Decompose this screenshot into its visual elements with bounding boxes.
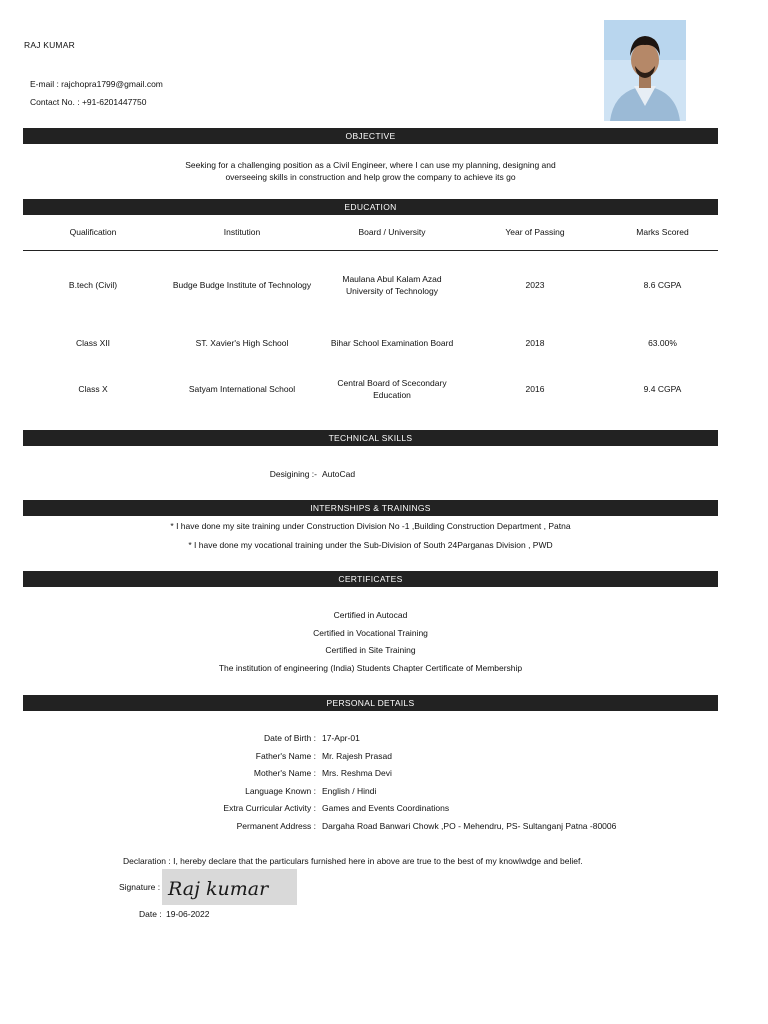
profile-photo bbox=[604, 20, 686, 121]
date-label: Date : bbox=[139, 909, 162, 919]
date-value: 19-06-2022 bbox=[166, 909, 210, 919]
education-header-marks: Marks Scored bbox=[636, 227, 689, 237]
address-label: Permanent Address : bbox=[236, 821, 316, 831]
table-row-1-year: 2023 bbox=[525, 280, 545, 290]
dob-value: 17-Apr-01 bbox=[322, 733, 360, 743]
education-header-institution: Institution bbox=[223, 227, 261, 237]
section-objective: OBJECTIVE bbox=[23, 128, 718, 144]
section-internships: INTERNSHIPS & TRAININGS bbox=[23, 500, 718, 516]
section-education: EDUCATION bbox=[23, 199, 718, 215]
internship-item-1: * I have done my site training under Construction Division No -1 ,Building Construction Department , Patna bbox=[170, 521, 571, 531]
signature-handwriting: Raj kumar bbox=[168, 878, 269, 900]
extra-curricular-value: Games and Events Coordinations bbox=[322, 803, 450, 813]
table-row-1-board-line-2: University of Technology bbox=[346, 286, 438, 296]
table-row-1-marks: 8.6 CGPA bbox=[643, 280, 682, 290]
education-header-qualification: Qualification bbox=[69, 227, 117, 237]
table-row-1-institution: Budge Budge Institute of Technology bbox=[172, 280, 312, 290]
table-row-3-board-line-2: Education bbox=[373, 390, 411, 400]
contact-line: Contact No. : +91-6201447750 bbox=[30, 97, 147, 107]
section-technical-skills: TECHNICAL SKILLS bbox=[23, 430, 718, 446]
table-row-1-qualification: B.tech (Civil) bbox=[68, 280, 118, 290]
section-personal-details: PERSONAL DETAILS bbox=[23, 695, 718, 711]
signature-image bbox=[162, 869, 297, 905]
education-header-year: Year of Passing bbox=[505, 227, 565, 237]
table-row-2-year: 2018 bbox=[525, 338, 545, 348]
objective-line-1: Seeking for a challenging position as a Civil Engineer, where I can use my planning, designing and bbox=[185, 160, 556, 170]
language-label: Language Known : bbox=[245, 786, 316, 796]
skills-label: Desigining :- bbox=[269, 469, 317, 479]
table-row-2-marks: 63.00% bbox=[648, 338, 677, 348]
table-row-3-year: 2016 bbox=[525, 384, 545, 394]
mother-name-value: Mrs. Reshma Devi bbox=[322, 768, 392, 778]
table-row-3-marks: 9.4 CGPA bbox=[643, 384, 682, 394]
table-row-3-board-line-1: Central Board of Scecondary bbox=[337, 378, 447, 388]
certificate-item-2: Certified in Vocational Training bbox=[313, 628, 428, 638]
email-line: E-mail : rajchopra1799@gmail.com bbox=[30, 79, 163, 89]
objective-line-2: overseeing skills in construction and help grow the company to achieve its go bbox=[225, 172, 516, 182]
skills-value: AutoCad bbox=[322, 469, 356, 479]
signature-label: Signature : bbox=[119, 882, 161, 892]
declaration-text: Declaration : I, hereby declare that the particulars furnished here in above are true to the best of my knowlwdge and belief. bbox=[123, 856, 583, 866]
dob-label: Date of Birth : bbox=[264, 733, 316, 743]
table-row-2-board: Bihar School Examination Board bbox=[330, 338, 454, 348]
father-name-value: Mr. Rajesh Prasad bbox=[322, 751, 392, 761]
certificate-item-1: Certified in Autocad bbox=[333, 610, 408, 620]
education-header-board: Board / University bbox=[358, 227, 426, 237]
certificate-item-3: Certified in Site Training bbox=[325, 645, 416, 655]
extra-curricular-label: Extra Curricular Activity : bbox=[223, 803, 316, 813]
mother-name-label: Mother's Name : bbox=[253, 768, 316, 778]
certificate-item-4: The institution of engineering (India) Students Chapter Certificate of Membership bbox=[218, 663, 523, 673]
table-row-3-qualification: Class X bbox=[78, 384, 108, 394]
table-row-2-qualification: Class XII bbox=[75, 338, 110, 348]
table-row-3-institution: Satyam International School bbox=[188, 384, 296, 394]
table-row-1-board-line-1: Maulana Abul Kalam Azad bbox=[342, 274, 442, 284]
section-certificates: CERTIFICATES bbox=[23, 571, 718, 587]
language-value: English / Hindi bbox=[322, 786, 377, 796]
father-name-label: Father's Name : bbox=[255, 751, 316, 761]
table-row-2-institution: ST. Xavier's High School bbox=[195, 338, 289, 348]
address-value: Dargaha Road Banwari Chowk ,PO - Mehendru, PS- Sultanganj Patna -80006 bbox=[322, 821, 617, 831]
candidate-name: RAJ KUMAR bbox=[24, 40, 75, 50]
education-header-divider bbox=[23, 250, 718, 251]
internship-item-2: * I have done my vocational training under the Sub-Division of South 24Parganas Division , PWD bbox=[188, 540, 553, 550]
